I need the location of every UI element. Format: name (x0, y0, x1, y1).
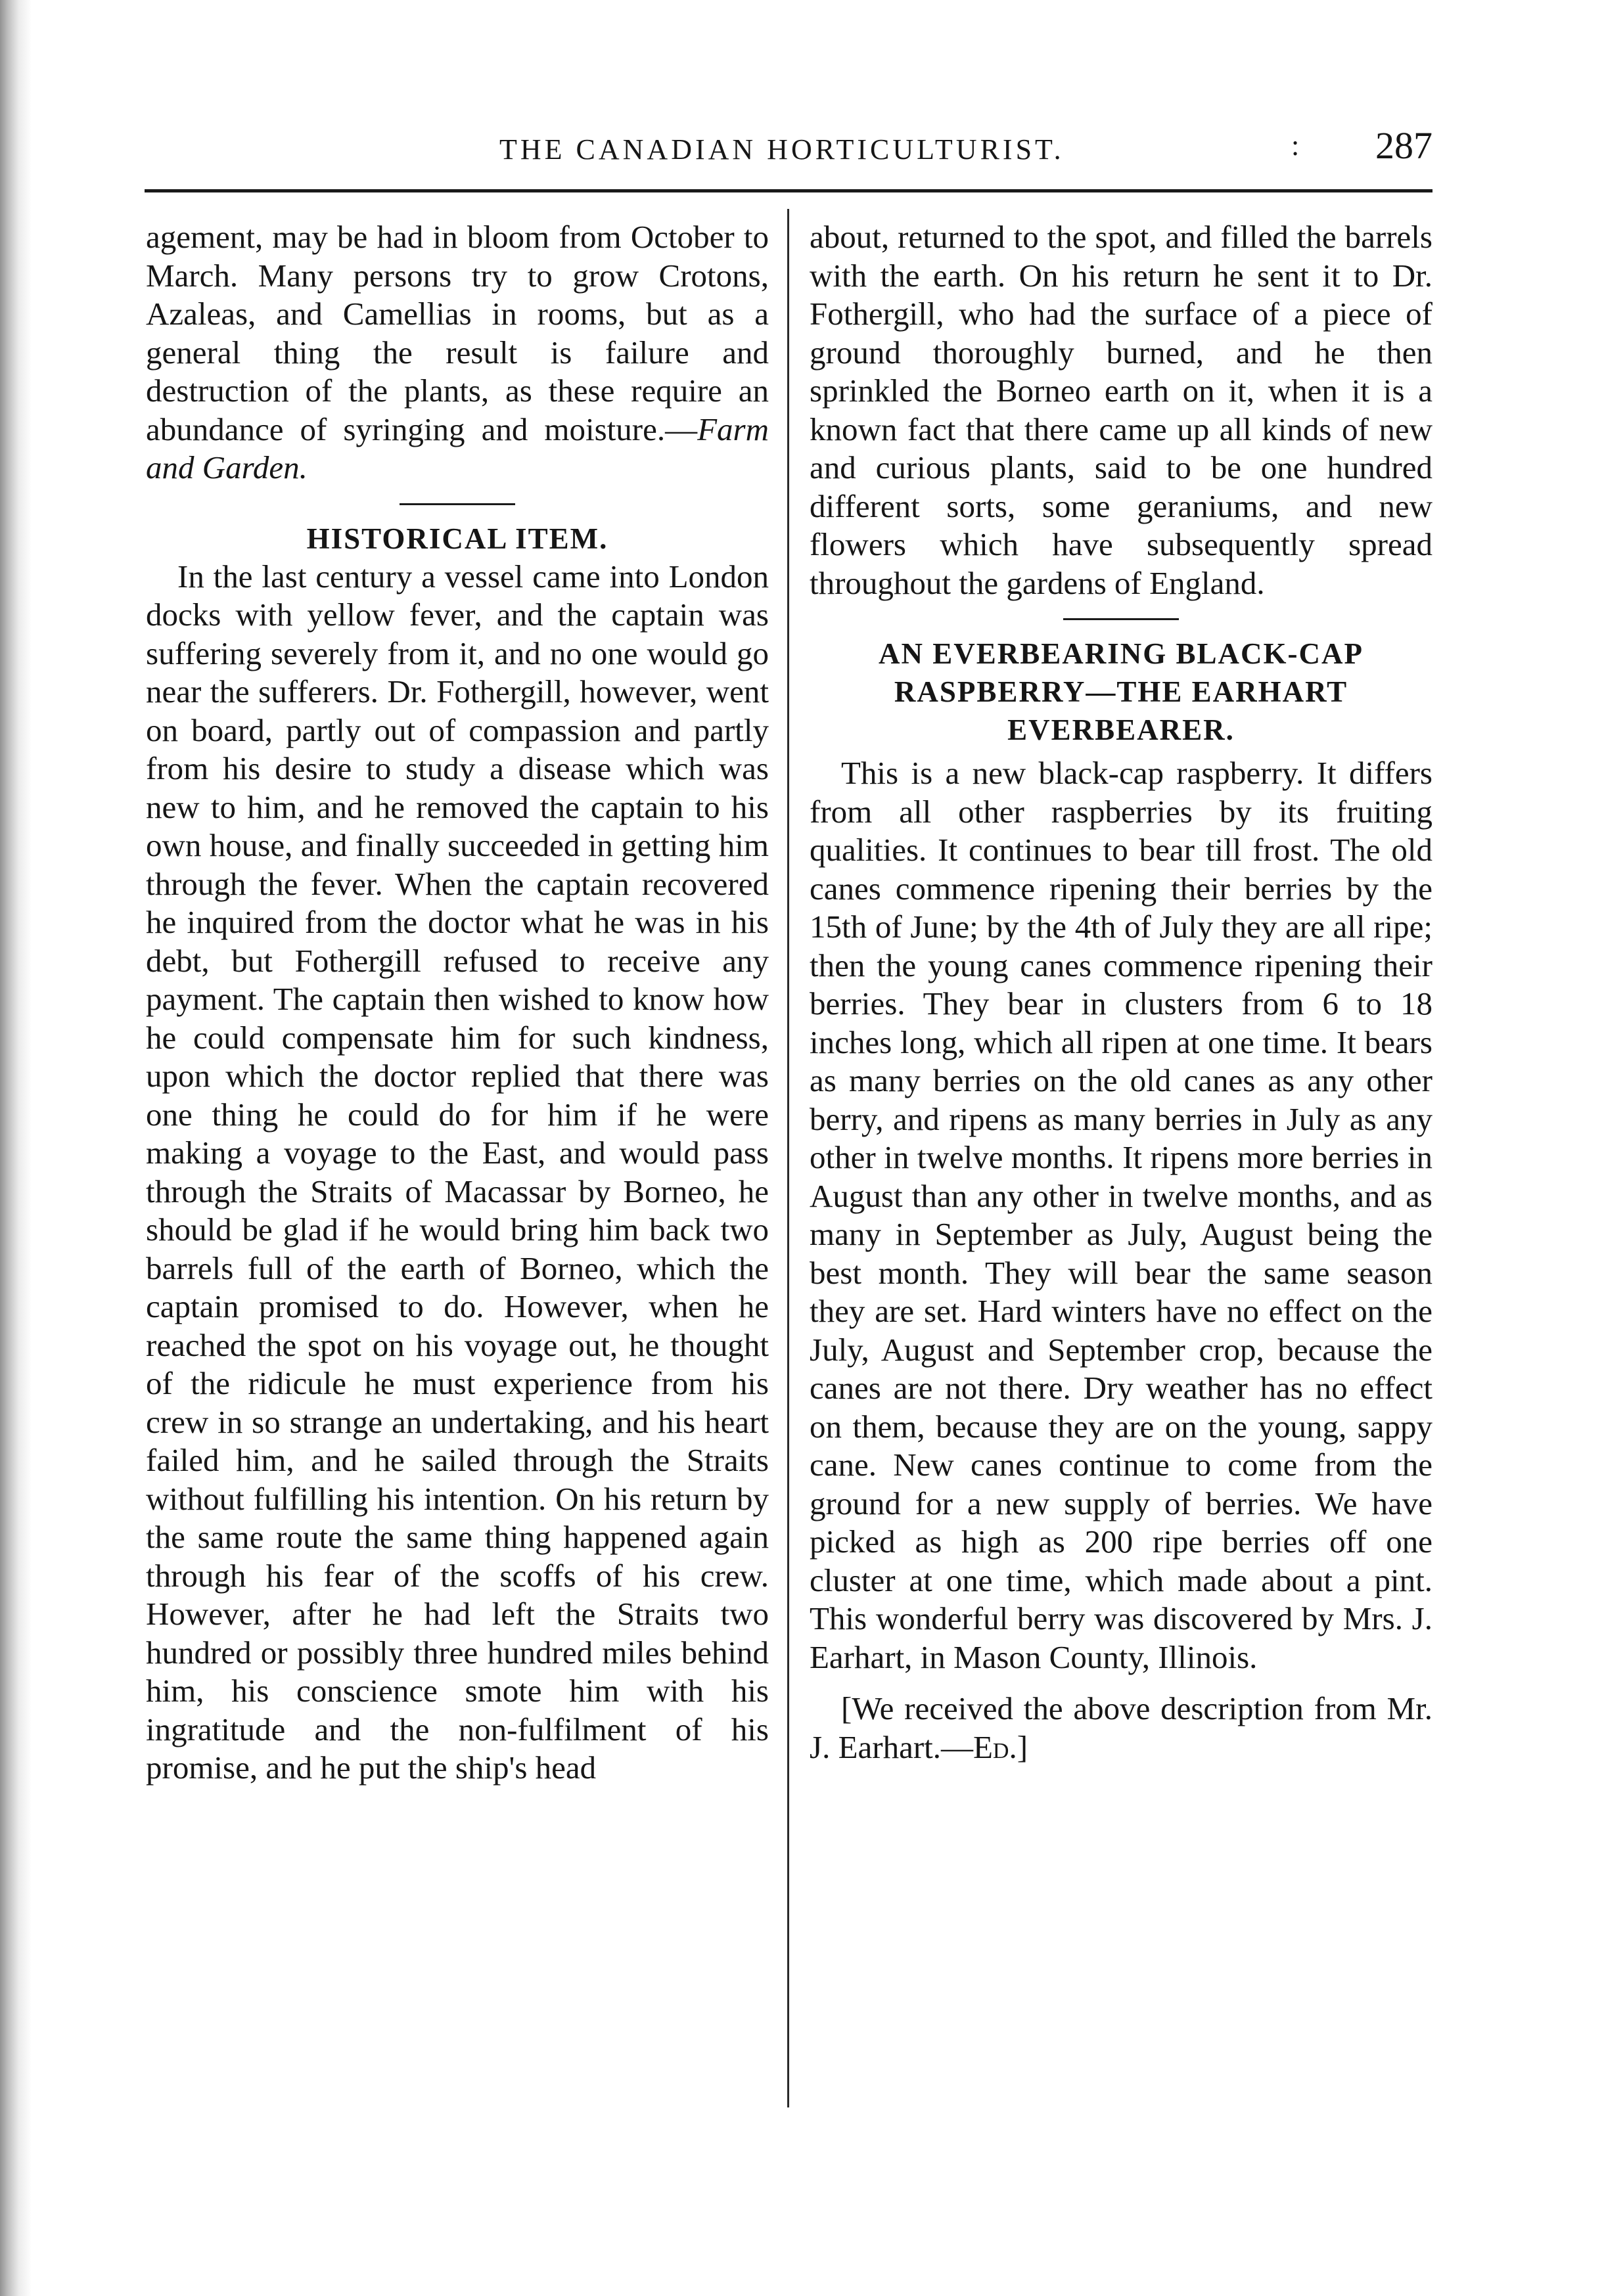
continued-paragraph-right: about, returned to the spot, and filled the barrels with the earth. On his return he sent it to Dr. Fothergill, who had the surface of a piece of ground thoroughly burned, and he then sprinkled the Borneo earth on it, when it is a known fact that there came up all kinds of new and curious plants, said to be one hundred different sorts, some geraniums, and new flowers which have subsequently spread throughout the gardens of England. (810, 219, 1432, 601)
running-title: THE CANADIAN HORTICULTURIST. (499, 133, 1065, 166)
section-divider-right (1063, 618, 1179, 620)
right-column (810, 218, 1432, 1767)
article-text-historical-item: In the last century a vessel came into London docks with yellow fever, and the captain was suffering severely from it, and no one would go near the sufferers. Dr. Fothergill, however, went on board, partly out of compassion and partly from his desire to study a disease which was new to him, and he removed the captain to his own house, and finally succeeded in getting him through the fever. When the captain recovered he inquired from the doctor what he was in his debt, but Fothergill refused to receive any payment. The captain then wished to know how he could compensate him for such kindness, upon which the doctor replied that there was one thing he could do for him if he were making a voyage to the East, and would pass through the Straits of Macassar by Borneo, he should be glad if he would bring him back two barrels full of the earth of Borneo, which the captain promised to do. However, when he reached the spot on his voyage out, he thought of the ridicule he must experience from his crew in so strange an undertaking, and his heart failed him, and he sailed through the Straits without fulfilling his intention. On his return by the same route the same thing happened again through his fear of the scoffs of his crew. However, after he had left the Straits two hundred or possibly three hundred miles behind him, his conscience smote him with his ingratitude and the non-fulfilment of his promise, and he put the ship's head (146, 558, 769, 1786)
section-heading-historical-item: HISTORICAL ITEM. (306, 522, 608, 555)
editor-note (810, 1690, 1432, 1767)
paragraph-gap (810, 1677, 1432, 1690)
page-number: 287 (1375, 124, 1432, 167)
continued-paragraph (146, 218, 769, 487)
section-divider (400, 503, 515, 505)
column-divider (787, 209, 789, 2107)
article-text-raspberry: This is a new black-cap raspberry. It differs from all other raspberries by its fruiting qualities. It continues to bear till frost. The old canes commence ripening their berries by the 15th of June; by the 4th of July they are all ripe; then the young canes commence ripening their berries. They bear in clusters from 6 to 18 inches long, which all ripen at one time. It bears as many berries on the old canes as any other berry, and ripens as many berries in July as any other in twelve months. It ripens more berries in August than any other in twelve months, and as many in September as July, August being the best month. They will bear the same season they are set. Hard winters have no effect on the July, August and September crop, because the canes are not there. Dry weather has no effect on them, because they are on the young, sappy cane. New canes continue to come from the ground for a new supply of berries. We have picked as high as 200 ripe berries off one cluster at one time, which made about a pint. This wonderful berry was discovered by Mrs. J. Earhart, in Mason County, Illinois. (810, 755, 1432, 1675)
continued-text: agement, may be had in bloom from October to March. Many persons try to grow Crotons, Azaleas, and Camellias in rooms, but as a general thing the result is failure and destruction of the plants, as these require an abundance of syringing and moisture.— (146, 219, 769, 447)
editor-signature: Ed. (973, 1728, 1017, 1765)
page-header (145, 124, 1432, 176)
left-column (146, 218, 769, 1788)
section-heading-raspberry: AN EVERBEARING BLACK-CAP RASPBERRY—THE EARHART EVERBEARER. (878, 637, 1364, 746)
editor-note-close: ] (1017, 1728, 1028, 1765)
editor-note-text: [We received the above description from Mr. J. Earhart.— (810, 1690, 1432, 1765)
header-rule (145, 189, 1432, 192)
source-citation: Farm and Garden. (146, 411, 769, 485)
scan-edge (0, 0, 32, 2296)
header-mark: : (1291, 129, 1300, 162)
